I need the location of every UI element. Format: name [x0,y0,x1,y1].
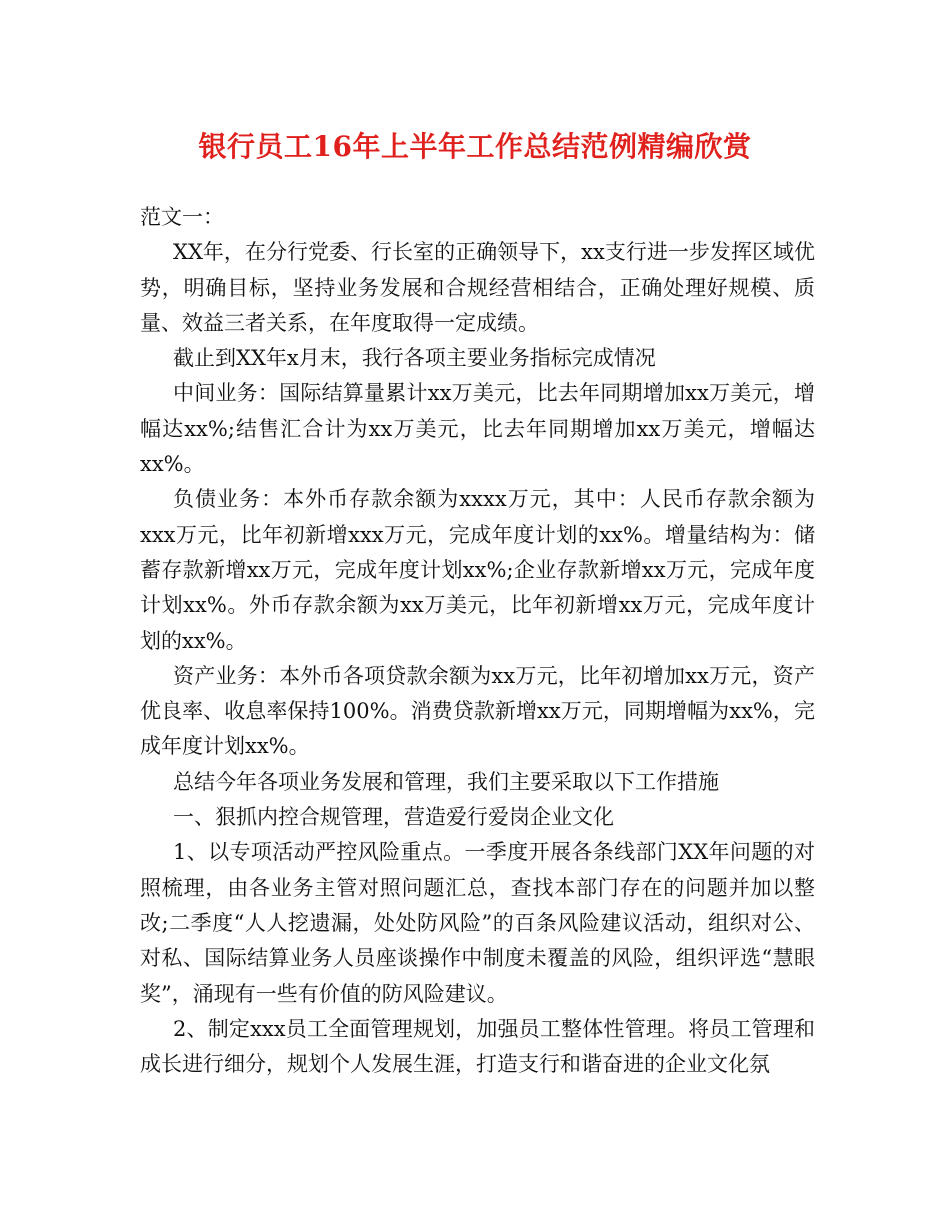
paragraph-asset-business: 资产业务：本外币各项贷款余额为xx万元，比年初增加xx万元，资产优良率、收息率保持100%。消费贷款新增xx万元，同期增幅为xx%，完成年度计划xx%。 [140,663,815,759]
paragraph-item-two: 2、制定xxx员工全面管理规划，加强员工整体性管理。将员工管理和成长进行细分，规划个人发展生涯，打造支行和谐奋进的企业文化氛 [140,1016,815,1077]
section-label: 范文一： [140,205,224,229]
document-title: 银行员工16年上半年工作总结范例精编欣赏 [198,130,752,163]
paragraph-intro: XX年，在分行党委、行长室的正确领导下，xx支行进一步发挥区域优势，明确目标，坚持业务发展和合规经营相结合，正确处理好规模、质量、效益三者关系，在年度取得一定成绩。 [140,240,815,335]
paragraph-intermediate-business: 中间业务：国际结算量累计xx万美元，比去年同期增加xx万美元，增幅达xx%;结售汇合计为xx万美元，比去年同期增加xx万美元，增幅达xx%。 [140,381,815,477]
paragraph-indicators-heading: 截止到XX年x月末，我行各项主要业务指标完成情况 [173,346,656,371]
paragraph-item-one: 1、以专项活动严控风险重点。一季度开展各条线部门XX年问题的对照梳理，由各业务主管对照问题汇总，查找本部门存在的问题并加以整改;二季度“人人挖遗漏，处处防风险”的百条风险建议活动，组织对公、对私、国际结算业务人员座谈操作中制度未覆盖的风险，组织评选“慧眼奖”，涌现有一些有价值的防风险建议。 [140,840,815,1006]
paragraph-section-one-heading: 一、狠抓内控合规管理，营造爱行爱岗企业文化 [173,805,614,830]
paragraph-liability-business: 负债业务：本外币存款余额为xxxx万元，其中：人民币存款余额为xxx万元，比年初新增xxx万元，完成年度计划的xx%。增量结构为：储蓄存款新增xx万元，完成年度计划xx%;企业存款新增xx万元，完成年度计划xx%。外币存款余额为xx万美元，比年初新增xx万元，完成年度计划的xx%。 [140,487,815,653]
paragraph-measures-summary: 总结今年各项业务发展和管理，我们主要采取以下工作措施 [173,769,719,794]
document-body [140,200,815,1082]
